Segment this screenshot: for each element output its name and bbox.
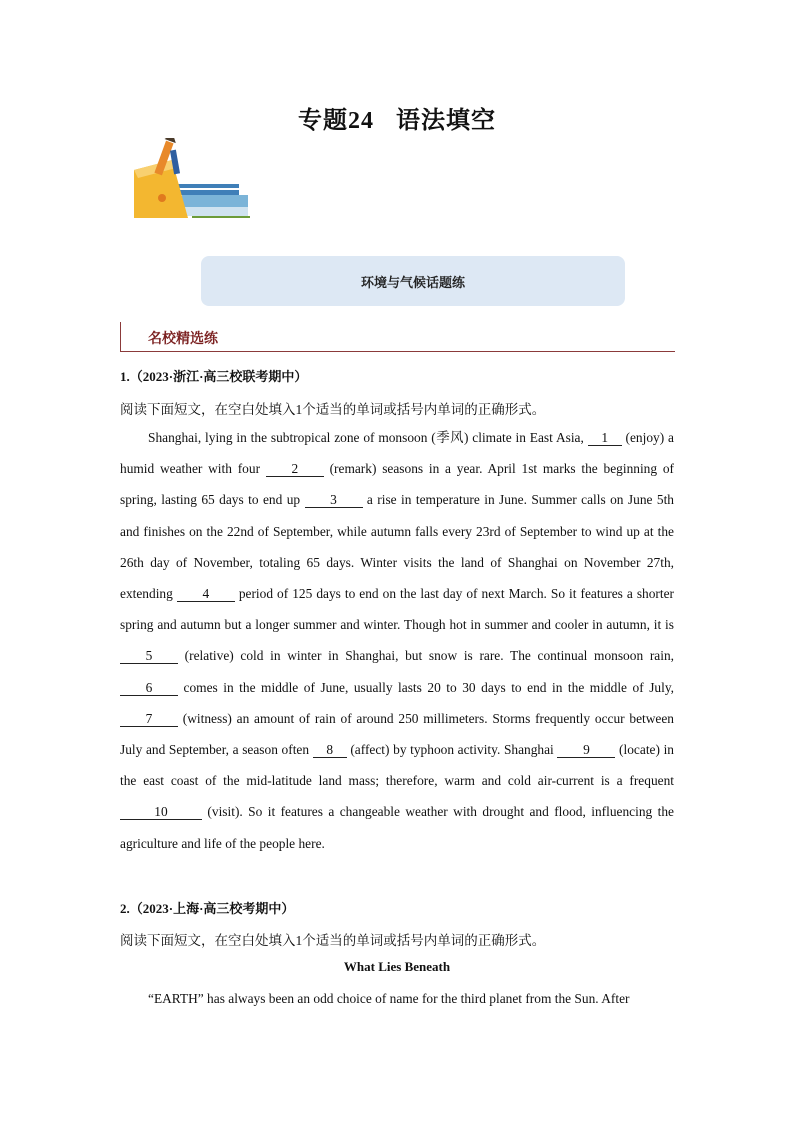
passage-2-title: What Lies Beneath xyxy=(343,959,451,974)
passage-text: (locate) in the east coast of the mid-latitude land mass; therefore, warm and cold air-current is a frequent xyxy=(120,742,674,789)
document-title xyxy=(0,100,794,135)
section-heading-label: 名校精选练 xyxy=(148,332,218,347)
answer-blank-10[interactable]: 10 xyxy=(120,804,202,820)
passage-text: (witness) an amount of rain of around 250 millimeters. Storms frequently occur between July and September, a season often xyxy=(120,710,674,758)
answer-blank-6[interactable]: 6 xyxy=(120,680,178,696)
answer-blank-2[interactable]: 2 xyxy=(266,461,324,477)
question-2-passage xyxy=(120,983,674,1014)
answer-blank-5[interactable]: 5 xyxy=(120,648,178,664)
answer-blank-8[interactable]: 8 xyxy=(313,742,347,758)
answer-blank-3[interactable]: 3 xyxy=(305,492,363,508)
passage-text: (enjoy) a humid weather with four xyxy=(120,430,674,477)
question-1-number: 1. xyxy=(120,369,130,384)
question-2-instruction: 阅读下面短文，在空白处填入1个适当的单词或括号内单词的正确形式。 xyxy=(120,933,546,948)
title-topic-name: 语法填空 xyxy=(396,108,496,134)
passage-text: a rise in temperature in June. Summer calls on June 5th and finishes on the 22nd of September, while autumn falls every 23rd of September to wind up at the 26th day of November, totaling 65 days. Winter visits the land of Shanghai on November 27th, extending xyxy=(120,492,674,602)
question-1-source: （2023·浙江·高三校联考期中） xyxy=(129,369,308,384)
section-heading-bar xyxy=(120,322,121,351)
passage-text: (visit). So it features a changeable weather with drought and flood, influencing the agriculture and life of the people here. xyxy=(120,804,674,851)
passage-text: comes in the middle of June, usually lasts 20 to 30 days to end in the middle of July, xyxy=(178,679,674,695)
answer-blank-4[interactable]: 4 xyxy=(177,586,235,602)
passage-text: (affect) by typhoon activity. Shanghai xyxy=(346,742,558,758)
answer-blank-9[interactable]: 9 xyxy=(557,742,615,758)
passage-text: (relative) cold in winter in Shanghai, but snow is rare. The continual monsoon rain, xyxy=(178,648,674,664)
answer-blank-1[interactable]: 1 xyxy=(588,430,622,446)
answer-blank-7[interactable]: 7 xyxy=(120,711,178,727)
pencil-books-illustration xyxy=(132,138,252,222)
question-1-passage xyxy=(120,422,674,859)
banner-label: 环境与气候话题练 xyxy=(360,274,465,290)
passage-text: period of 125 days to end on the last day of next March. So it features a shorter spring and autumn but a longer summer and winter. Though hot in summer and cooler in autumn, it is xyxy=(120,586,675,633)
question-2-source: （2023·上海·高三校考期中） xyxy=(129,901,295,916)
topic-banner xyxy=(201,256,625,306)
question-1-header xyxy=(120,366,307,385)
title-topic-number: 专题24 xyxy=(298,108,374,134)
section-heading xyxy=(120,322,675,352)
passage-2-first-line: “EARTH” has always been an odd choice of name for the third planet from the Sun. After xyxy=(148,991,630,1006)
passage-text: (remark) seasons in a year. April 1st marks the beginning of spring, lasting 65 days to end up xyxy=(120,461,675,508)
passage-text: Shanghai, lying in the subtropical zone of monsoon (季风) climate in East Asia, xyxy=(148,430,588,445)
question-2-number: 2. xyxy=(120,901,130,916)
question-2-header xyxy=(120,898,294,917)
question-1-instruction: 阅读下面短文，在空白处填入1个适当的单词或括号内单词的正确形式。 xyxy=(120,402,546,417)
